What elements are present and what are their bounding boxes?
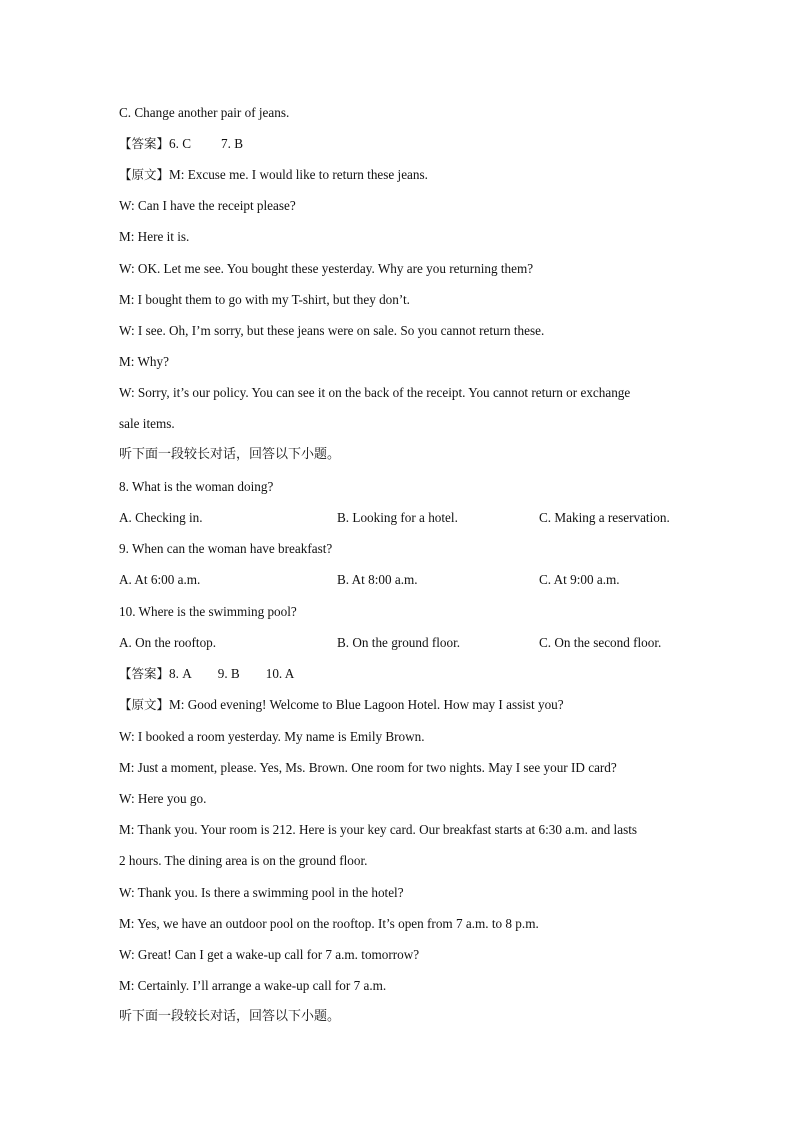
transcript-2-line-6: 2 hours. The dining area is on the ground floor. [119,853,368,868]
instruction-2: 听下面一段较长对话，回答以下小题。 [119,1009,341,1024]
transcript-1-line-9: sale items. [119,416,175,431]
transcript-2-line-1 [119,696,564,714]
transcript-text: M: Excuse me. I would like to return these jeans. [169,167,428,182]
transcript-1-line-6: W: I see. Oh, I’m sorry, but these jeans were on sale. So you cannot return these. [119,323,545,338]
q8-option-b: B. Looking for a hotel. [337,510,458,525]
answer-label: 【答案】 [119,136,170,151]
question-8-options [119,509,699,527]
question-10-stem: 10. Where is the swimming pool? [119,604,297,619]
transcript-2-line-7: W: Thank you. Is there a swimming pool in the hotel? [119,885,404,900]
answer-label: 【答案】 [119,666,170,681]
q10-option-a: A. On the rooftop. [119,635,217,650]
transcript-text: M: Good evening! Welcome to Blue Lagoon Hotel. How may I assist you? [169,697,564,712]
transcript-1-line-4: W: OK. Let me see. You bought these yesterday. Why are you returning them? [119,261,534,276]
instruction-1: 听下面一段较长对话，回答以下小题。 [119,447,341,462]
answer-6: 6. C [169,136,191,151]
q9-option-b: B. At 8:00 a.m. [337,572,418,587]
answer-9: 9. B [217,666,240,681]
q10-option-b: B. On the ground floor. [337,635,461,650]
transcript-1-line-2: W: Can I have the receipt please? [119,198,296,213]
answer-8: 8. A [169,666,192,681]
transcript-2-line-3: M: Just a moment, please. Yes, Ms. Brown. One room for two nights. May I see your ID card? [119,760,617,775]
answer-10: 10. A [265,666,295,681]
transcript-1-line-5: M: I bought them to go with my T-shirt, but they don’t. [119,292,410,307]
q8-option-a: A. Checking in. [119,510,203,525]
answer-line-1 [119,135,243,153]
question-9-options [119,571,699,589]
question-8-stem: 8. What is the woman doing? [119,479,274,494]
transcript-2-line-9: W: Great! Can I get a wake-up call for 7 a.m. tomorrow? [119,947,420,962]
answer-7: 7. B [221,136,243,151]
transcript-1-line-7: M: Why? [119,354,169,369]
transcript-2-line-8: M: Yes, we have an outdoor pool on the rooftop. It’s open from 7 a.m. to 8 p.m. [119,916,539,931]
transcript-2-line-5: M: Thank you. Your room is 212. Here is your key card. Our breakfast starts at 6:30 a.m. and lasts [119,822,638,837]
transcript-label: 【原文】 [119,697,170,712]
question-10-options [119,634,699,652]
transcript-2-line-2: W: I booked a room yesterday. My name is Emily Brown. [119,729,425,744]
transcript-1-line-1 [119,166,428,184]
question-9-stem: 9. When can the woman have breakfast? [119,541,333,556]
q7-option-c: C. Change another pair of jeans. [119,105,290,120]
transcript-1-line-8: W: Sorry, it’s our policy. You can see it on the back of the receipt. You cannot return or exchange [119,385,631,400]
q9-option-c: C. At 9:00 a.m. [539,572,620,587]
transcript-1-line-3: M: Here it is. [119,229,190,244]
q10-option-c: C. On the second floor. [539,635,662,650]
transcript-label: 【原文】 [119,167,170,182]
transcript-2-line-4: W: Here you go. [119,791,207,806]
q8-option-c: C. Making a reservation. [539,510,670,525]
q9-option-a: A. At 6:00 a.m. [119,572,201,587]
transcript-2-line-10: M: Certainly. I’ll arrange a wake-up call for 7 a.m. [119,978,387,993]
answer-line-2 [119,665,294,683]
